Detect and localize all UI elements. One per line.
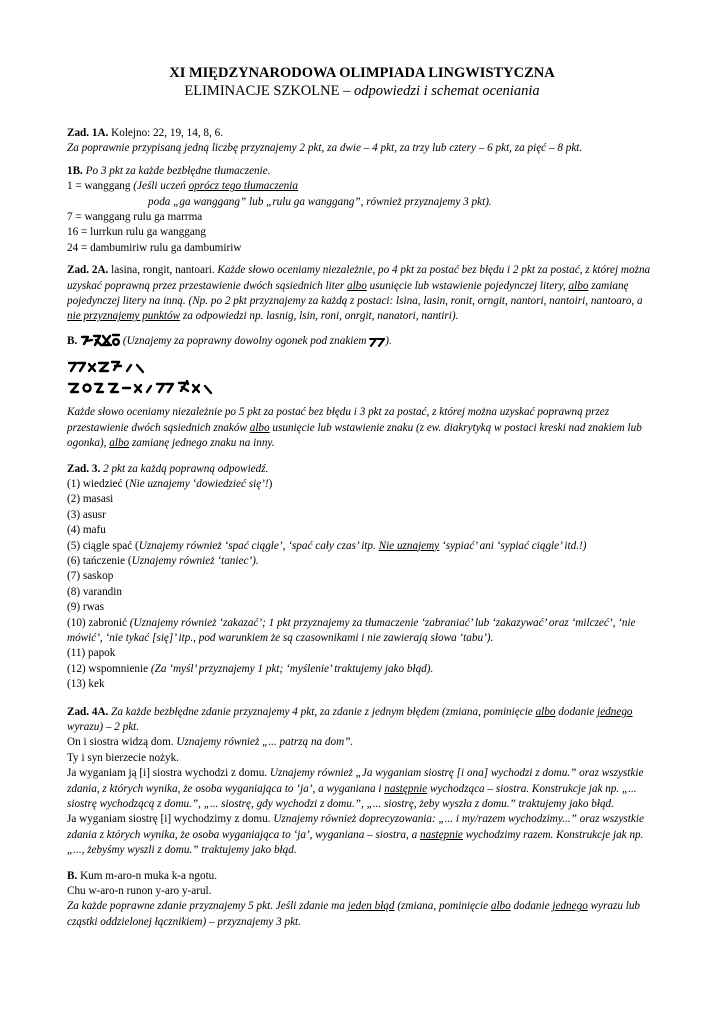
task-3-item-13: (13) kek — [67, 678, 105, 691]
task-1a — [67, 126, 657, 157]
task-3-item-1: (1) wiedzieć ( — [67, 477, 130, 490]
script-word-1-icon — [80, 332, 120, 353]
task-2b-rule-3: zamianę jednego znaku na inny. — [129, 437, 275, 450]
task-3-item-1-end: ) — [268, 477, 273, 490]
task-4a-albo: albo — [535, 705, 556, 718]
task-2b-rule-2: usunięcie lub wstawienie znaku (z ew. diakrytyką w postaci kreski nad znakiem lub ogonka), — [67, 421, 642, 450]
script-sign-icon — [369, 336, 385, 353]
task-4a-rule-2: dodanie — [555, 705, 598, 718]
task-2b — [67, 332, 657, 353]
task-2a-label: Zad. 2A. — [67, 264, 109, 277]
task-3-rule: 2 pkt za każdą poprawną odpowiedź. — [100, 462, 269, 475]
task-3-item-11: (11) papok — [67, 647, 116, 660]
script-word-3-icon — [67, 378, 657, 399]
task-4b-albo: albo — [490, 900, 511, 913]
page-title: XI MIĘDZYNARODOWA OLIMPIADA LINGWISTYCZNA — [169, 65, 555, 81]
task-4a-sentence-3-underline: następnie — [384, 782, 428, 795]
task-3-item-3: (3) asusr — [67, 508, 106, 521]
task-3-item-7: (7) saskop — [67, 570, 114, 583]
task-2b-albo-1: albo — [249, 421, 270, 434]
task-2b-rule-1: Każde słowo oceniamy niezależnie po 5 pkt za postać bez błędu i 3 pkt za postać, z której można uzyskać poprawną przez przestawienie dwóch sąsiednich znaków — [67, 406, 610, 434]
task-4a-label: Zad. 4A. — [67, 705, 109, 718]
task-2a-rule-4: za odpowiedzi np. lasnig, lsin, roni, onrgit, nanatori, nantiri). — [180, 310, 459, 323]
task-2a — [67, 263, 657, 325]
task-4a-sentence-2: Ty i syn bierzecie nożyk. — [67, 751, 179, 764]
task-3-item-6: (6) tańczenie ( — [67, 554, 132, 567]
task-4b-rule-4: wyrazu lub cząstki oddzielonej łącznikiem) – przyznajemy 3 pkt. — [67, 900, 641, 928]
task-1b-line-16: 16 = lurrkun rulu ga wanggang — [67, 226, 206, 239]
task-3-item-10-note: (Uznajemy również ‘zakazać’; 1 pkt przyznajemy za tłumaczenie ‘zabraniać’ lub ‘zakazywać’ oraz ‘milczeć’, ‘nie mówić’, ‘nie tykać [się]’ itp., pod warunkiem że są czasownikami i nie zawierają słowa ‘tabu’). — [67, 616, 636, 644]
task-2b-label: B. — [67, 334, 78, 347]
task-1b-line-24: 24 = dambumiriw rulu ga dambumiriw — [67, 241, 242, 254]
answer-key-page — [67, 64, 657, 937]
task-4a-sentence-4-note-1: Uznajemy również doprecyzowania: „... i my/razem wychodzimy...” oraz wszystkie zdania z których wynika, że osoba wyganiająca to ‘ja’, wyganiana – siostra, a — [67, 813, 644, 841]
task-4b — [67, 869, 657, 931]
task-4a-sentence-4-underline: następnie — [420, 828, 463, 841]
task-2a-rule-1: Każde słowo oceniamy niezależnie, po 4 pkt za postać bez błędu i 2 pkt za postać, z której można uzyskać poprawną przez przestawienie dwóch sąsiednich liter — [67, 264, 651, 292]
task-4b-jednego: jednego — [552, 900, 588, 913]
task-4a-sentence-1-note: Uznajemy również „... patrzą na dom”. — [176, 736, 354, 749]
task-2b-note-1: (Uznajemy za poprawny dowolny ogonek pod znakiem — [120, 334, 370, 347]
task-3 — [67, 462, 657, 693]
task-1b-line-1-cont: poda „ga wanggang” lub „rulu ga wanggang”, również przyznajemy 3 pkt). — [148, 195, 492, 208]
task-4a-sentence-1: On i siostra widzą dom. — [67, 736, 177, 749]
task-4b-label: B. — [67, 869, 78, 882]
task-1b-label: 1B. — [67, 164, 83, 177]
task-1b-line-1: 1 = wanggang — [67, 180, 134, 193]
task-2b-note-2: ). — [385, 334, 392, 347]
task-4b-sentence-2: Chu w-aro-n runon y-aro y-arul. — [67, 885, 212, 898]
task-3-item-4: (4) mafu — [67, 524, 106, 537]
task-3-item-5: (5) ciągle spać ( — [67, 539, 139, 552]
task-2a-nie: nie przyznajemy punktów — [67, 310, 181, 323]
task-3-label: Zad. 3. — [67, 462, 101, 475]
task-2a-words: lasina, rongit, nantoari. — [108, 264, 218, 277]
task-3-item-1-note: Nie uznajemy ‘dowiedzieć się’! — [129, 477, 269, 490]
task-3-item-5-note-2: ‘sypiać’ ani ‘sypiać ciągle’ itd.!) — [439, 539, 587, 552]
task-3-item-6-note: Uznajemy również ‘taniec’). — [131, 554, 259, 567]
task-2b-rule — [67, 405, 657, 451]
task-4a — [67, 705, 657, 859]
task-3-item-8: (8) varandin — [67, 585, 122, 598]
page-subtitle — [67, 82, 657, 100]
task-1b — [67, 164, 657, 256]
task-4a-sentence-4-note-2: wychodzimy razem. Konstrukcje jak np. „..., żebyśmy wyszli z domu.” traktujemy jako błąd. — [67, 828, 644, 857]
task-1a-rule: Za poprawnie przypisaną jedną liczbę przyznajemy 2 pkt, za dwie – 4 pkt, za trzy lub cztery – 6 pkt, za pięć – 8 pkt. — [67, 142, 583, 155]
subtitle-plain: ELIMINACJE SZKOLNE – — [184, 83, 354, 99]
task-2a-rule-3: zamianę pojedynczej litery na inną. (Np. po 2 pkt przyznajemy za każdą z postaci: lsina, lasin, ronit, orngit, nantori, nantoiri, nantoaro, a — [67, 279, 643, 308]
task-3-item-2: (2) masasi — [67, 493, 114, 506]
task-4b-jeden-blad: jeden błąd — [347, 900, 395, 913]
task-2a-albo-2: albo — [568, 279, 589, 292]
task-4b-rule-1: Za każde poprawne zdanie przyznajemy 5 pkt. Jeśli zdanie ma — [67, 900, 348, 913]
task-3-item-12-note: (Za ‘myśl’ przyznajemy 1 pkt; ‘myślenie’ traktujemy jako błąd). — [150, 662, 434, 675]
task-1a-answer: Kolejno: 22, 19, 14, 8, 6. — [108, 127, 224, 139]
task-4a-sentence-3-note-2: wychodząca – siostra. Konstrukcje jak np. „... siostrę wychodzącą z domu.”, „... siostrę, gdy wychodzi z domu.”, „... siostrę, żeby wyszła z domu.” traktujemy jako błąd. — [67, 782, 637, 811]
task-4a-jednego: jednego — [597, 705, 633, 718]
task-4b-rule-3: dodanie — [510, 900, 553, 913]
task-1b-line-7: 7 = wanggang rulu ga marrma — [67, 211, 203, 224]
task-4a-rule-3: wyrazu) – 2 pkt. — [67, 721, 140, 733]
task-1a-label: Zad. 1A. — [67, 127, 109, 139]
subtitle-italic: odpowiedzi i schemat oceniania — [353, 83, 540, 99]
task-4a-sentence-4: Ja wyganiam siostrę [i] wychodzimy z domu. — [67, 813, 274, 826]
task-1b-rule: Po 3 pkt za każde bezbłędne tłumaczenie. — [82, 164, 271, 177]
task-1b-line-1-underline: oprócz tego tłumaczenia — [188, 180, 298, 193]
task-2a-rule-2: usunięcie lub wstawienie pojedynczej litery, — [366, 279, 569, 292]
task-3-item-10: (10) zabronić — [67, 616, 130, 629]
task-3-item-5-note-1: Uznajemy również ‘spać ciągle’, ‘spać cały czas’ itp. — [138, 539, 379, 552]
task-4b-rule-2: (zmiana, pominięcie — [394, 900, 491, 913]
task-3-item-12: (12) wspomnienie — [67, 662, 151, 675]
task-2a-albo-1: albo — [346, 279, 367, 292]
task-4a-sentence-3: Ja wyganiam ją [i] siostra wychodzi z domu. — [67, 767, 270, 780]
task-3-item-9: (9) rwas — [67, 601, 104, 614]
task-4b-sentence-1: Kum m-aro-n muka k-a ngotu. — [77, 869, 218, 882]
task-4a-rule-1: Za każde bezbłędne zdanie przyznajemy 4 pkt, za zdanie z jednym błędem (zmiana, pominięcie — [108, 705, 536, 718]
task-2b-albo-2: albo — [109, 437, 130, 450]
task-3-item-5-underline: Nie uznajemy — [378, 539, 440, 552]
task-1b-line-1-note: (Jeśli uczeń — [133, 180, 189, 193]
task-4a-sentence-3-note-1: Uznajemy również „Ja wyganiam siostrę [i ona] wychodzi z domu.” oraz wszystkie zdania, z których wynika, że osoba wyganiająca to ‘ja’, a wyganiana i — [67, 767, 644, 795]
script-word-2-icon — [67, 357, 657, 378]
